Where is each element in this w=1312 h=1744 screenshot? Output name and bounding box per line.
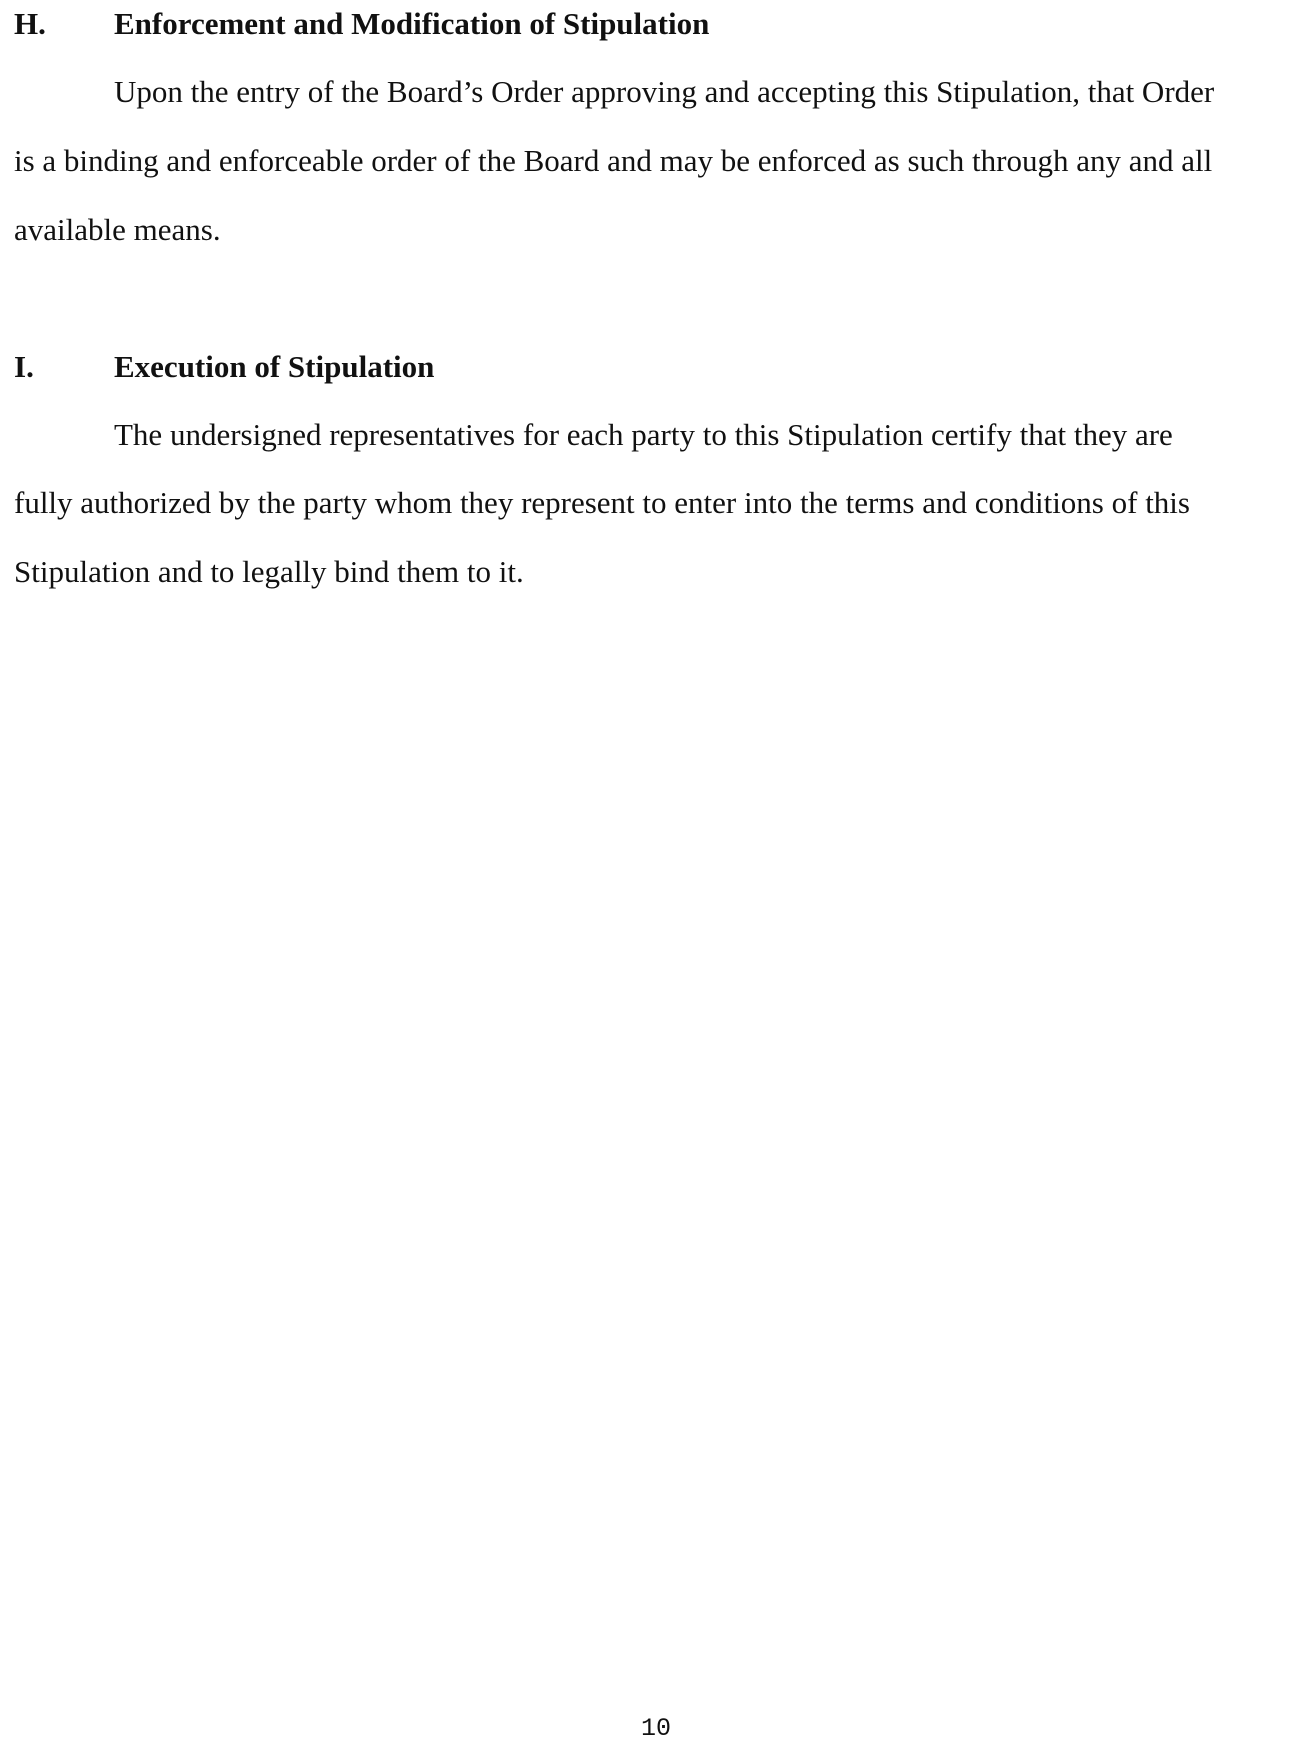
paragraph-line: Upon the entry of the Board’s Order approving and accepting this Stipulation, that Order	[114, 74, 1215, 109]
section-letter: H.	[14, 6, 46, 41]
paragraph-line: fully authorized by the party whom they represent to enter into the terms and conditions of this	[14, 485, 1190, 520]
section-heading-h	[14, 6, 709, 42]
section-title: Execution of Stipulation	[114, 349, 435, 384]
page-number: 10	[640, 1714, 671, 1743]
section-title: Enforcement and Modification of Stipulation	[114, 6, 710, 41]
paragraph-line: is a binding and enforceable order of the Board and may be enforced as such through any and all	[14, 143, 1213, 178]
paragraph-line: Stipulation and to legally bind them to it.	[14, 554, 524, 589]
paragraph-line: The undersigned representatives for each party to this Stipulation certify that they are	[114, 417, 1173, 452]
section-heading-i	[14, 349, 434, 385]
section-letter: I.	[14, 349, 34, 384]
paragraph-line: available means.	[14, 212, 221, 247]
